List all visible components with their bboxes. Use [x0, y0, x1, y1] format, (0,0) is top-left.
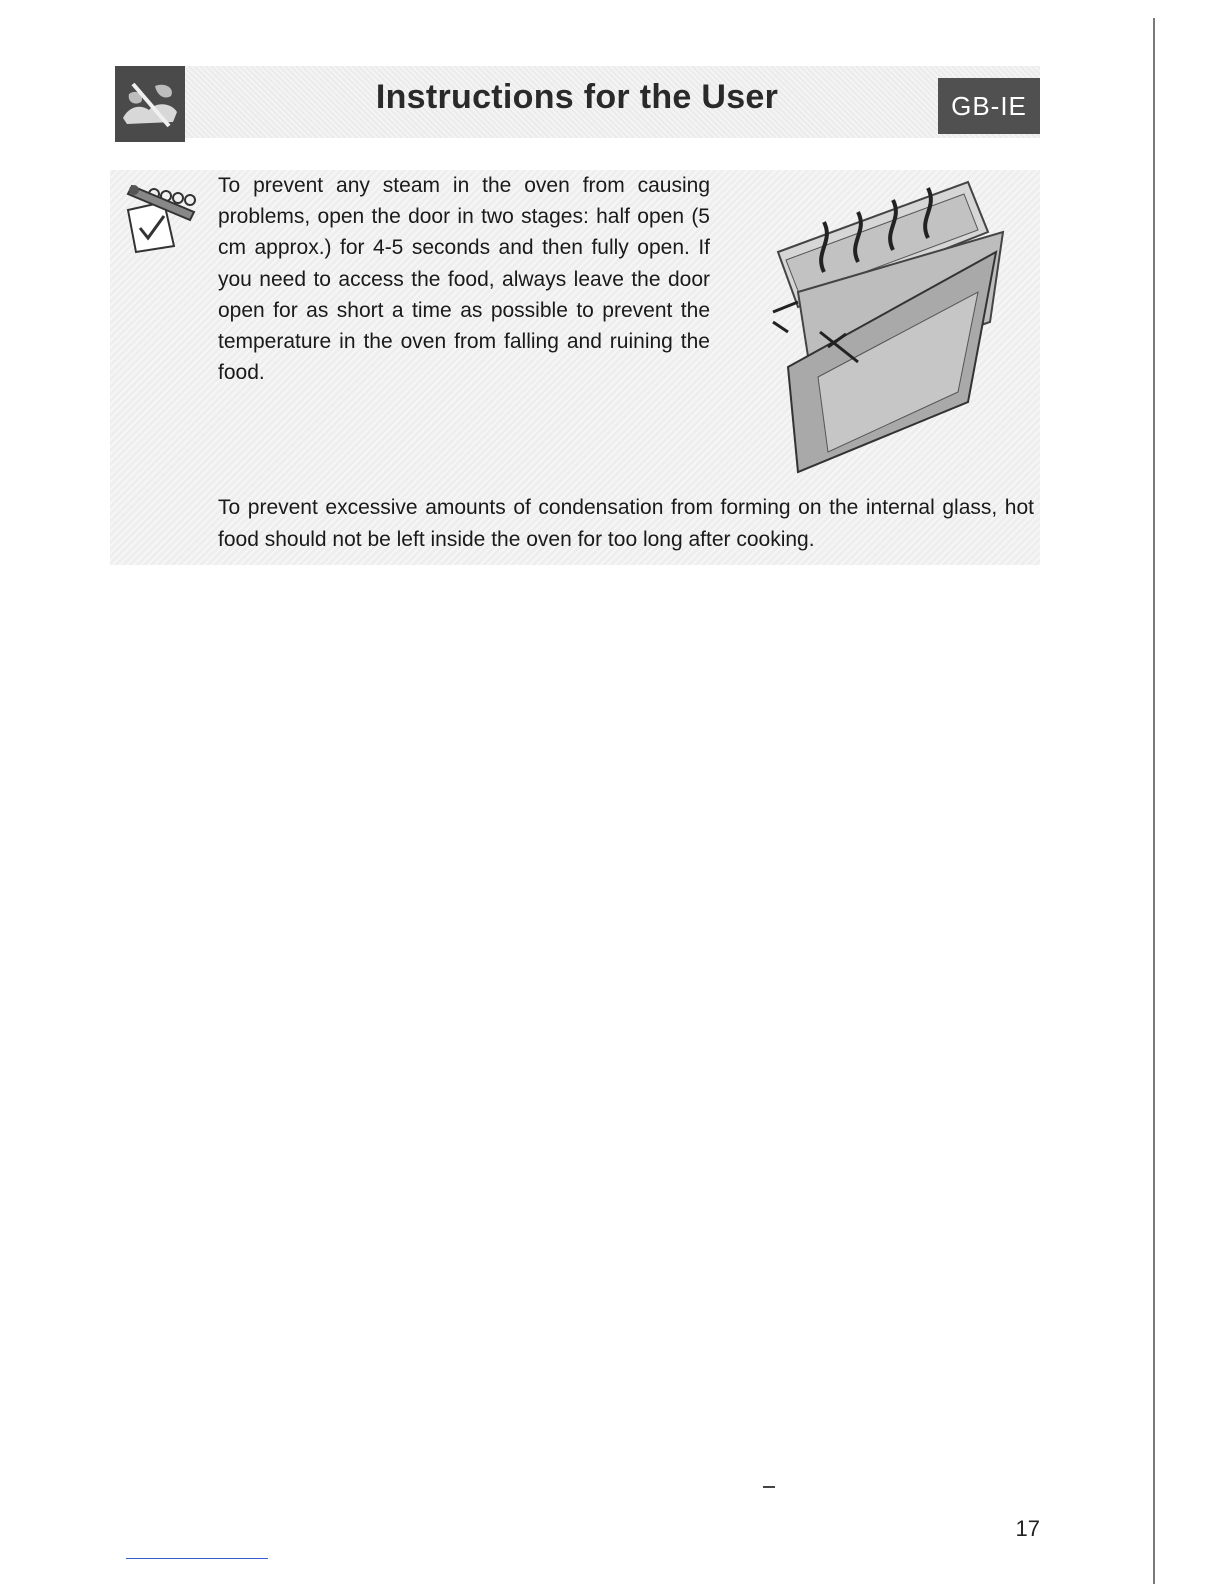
page-title: Instructions for the User — [375, 78, 779, 116]
oven-door-steam-illustration — [758, 172, 1040, 482]
bottom-rule — [126, 1558, 268, 1559]
paragraph-condensation: To prevent excessive amounts of condensation from forming on the internal glass, hot food should not be left inside the oven for too long after cooking. — [218, 496, 1034, 551]
page-edge-rule — [1153, 18, 1155, 1584]
page-number: 17 — [1015, 1516, 1040, 1541]
scan-mark — [763, 1486, 775, 1488]
notepad-pencil-icon — [118, 176, 208, 256]
language-badge: GB-IE — [938, 78, 1040, 134]
paragraph-steam: To prevent any steam in the oven from causing problems, open the door in two stages: half open (5 cm approx.) for 4-5 seconds and then fully open. If you need to access the food, always leave the door open for as short a time as possible to prevent the temperature in the oven from falling and ruining the food. — [218, 174, 710, 385]
